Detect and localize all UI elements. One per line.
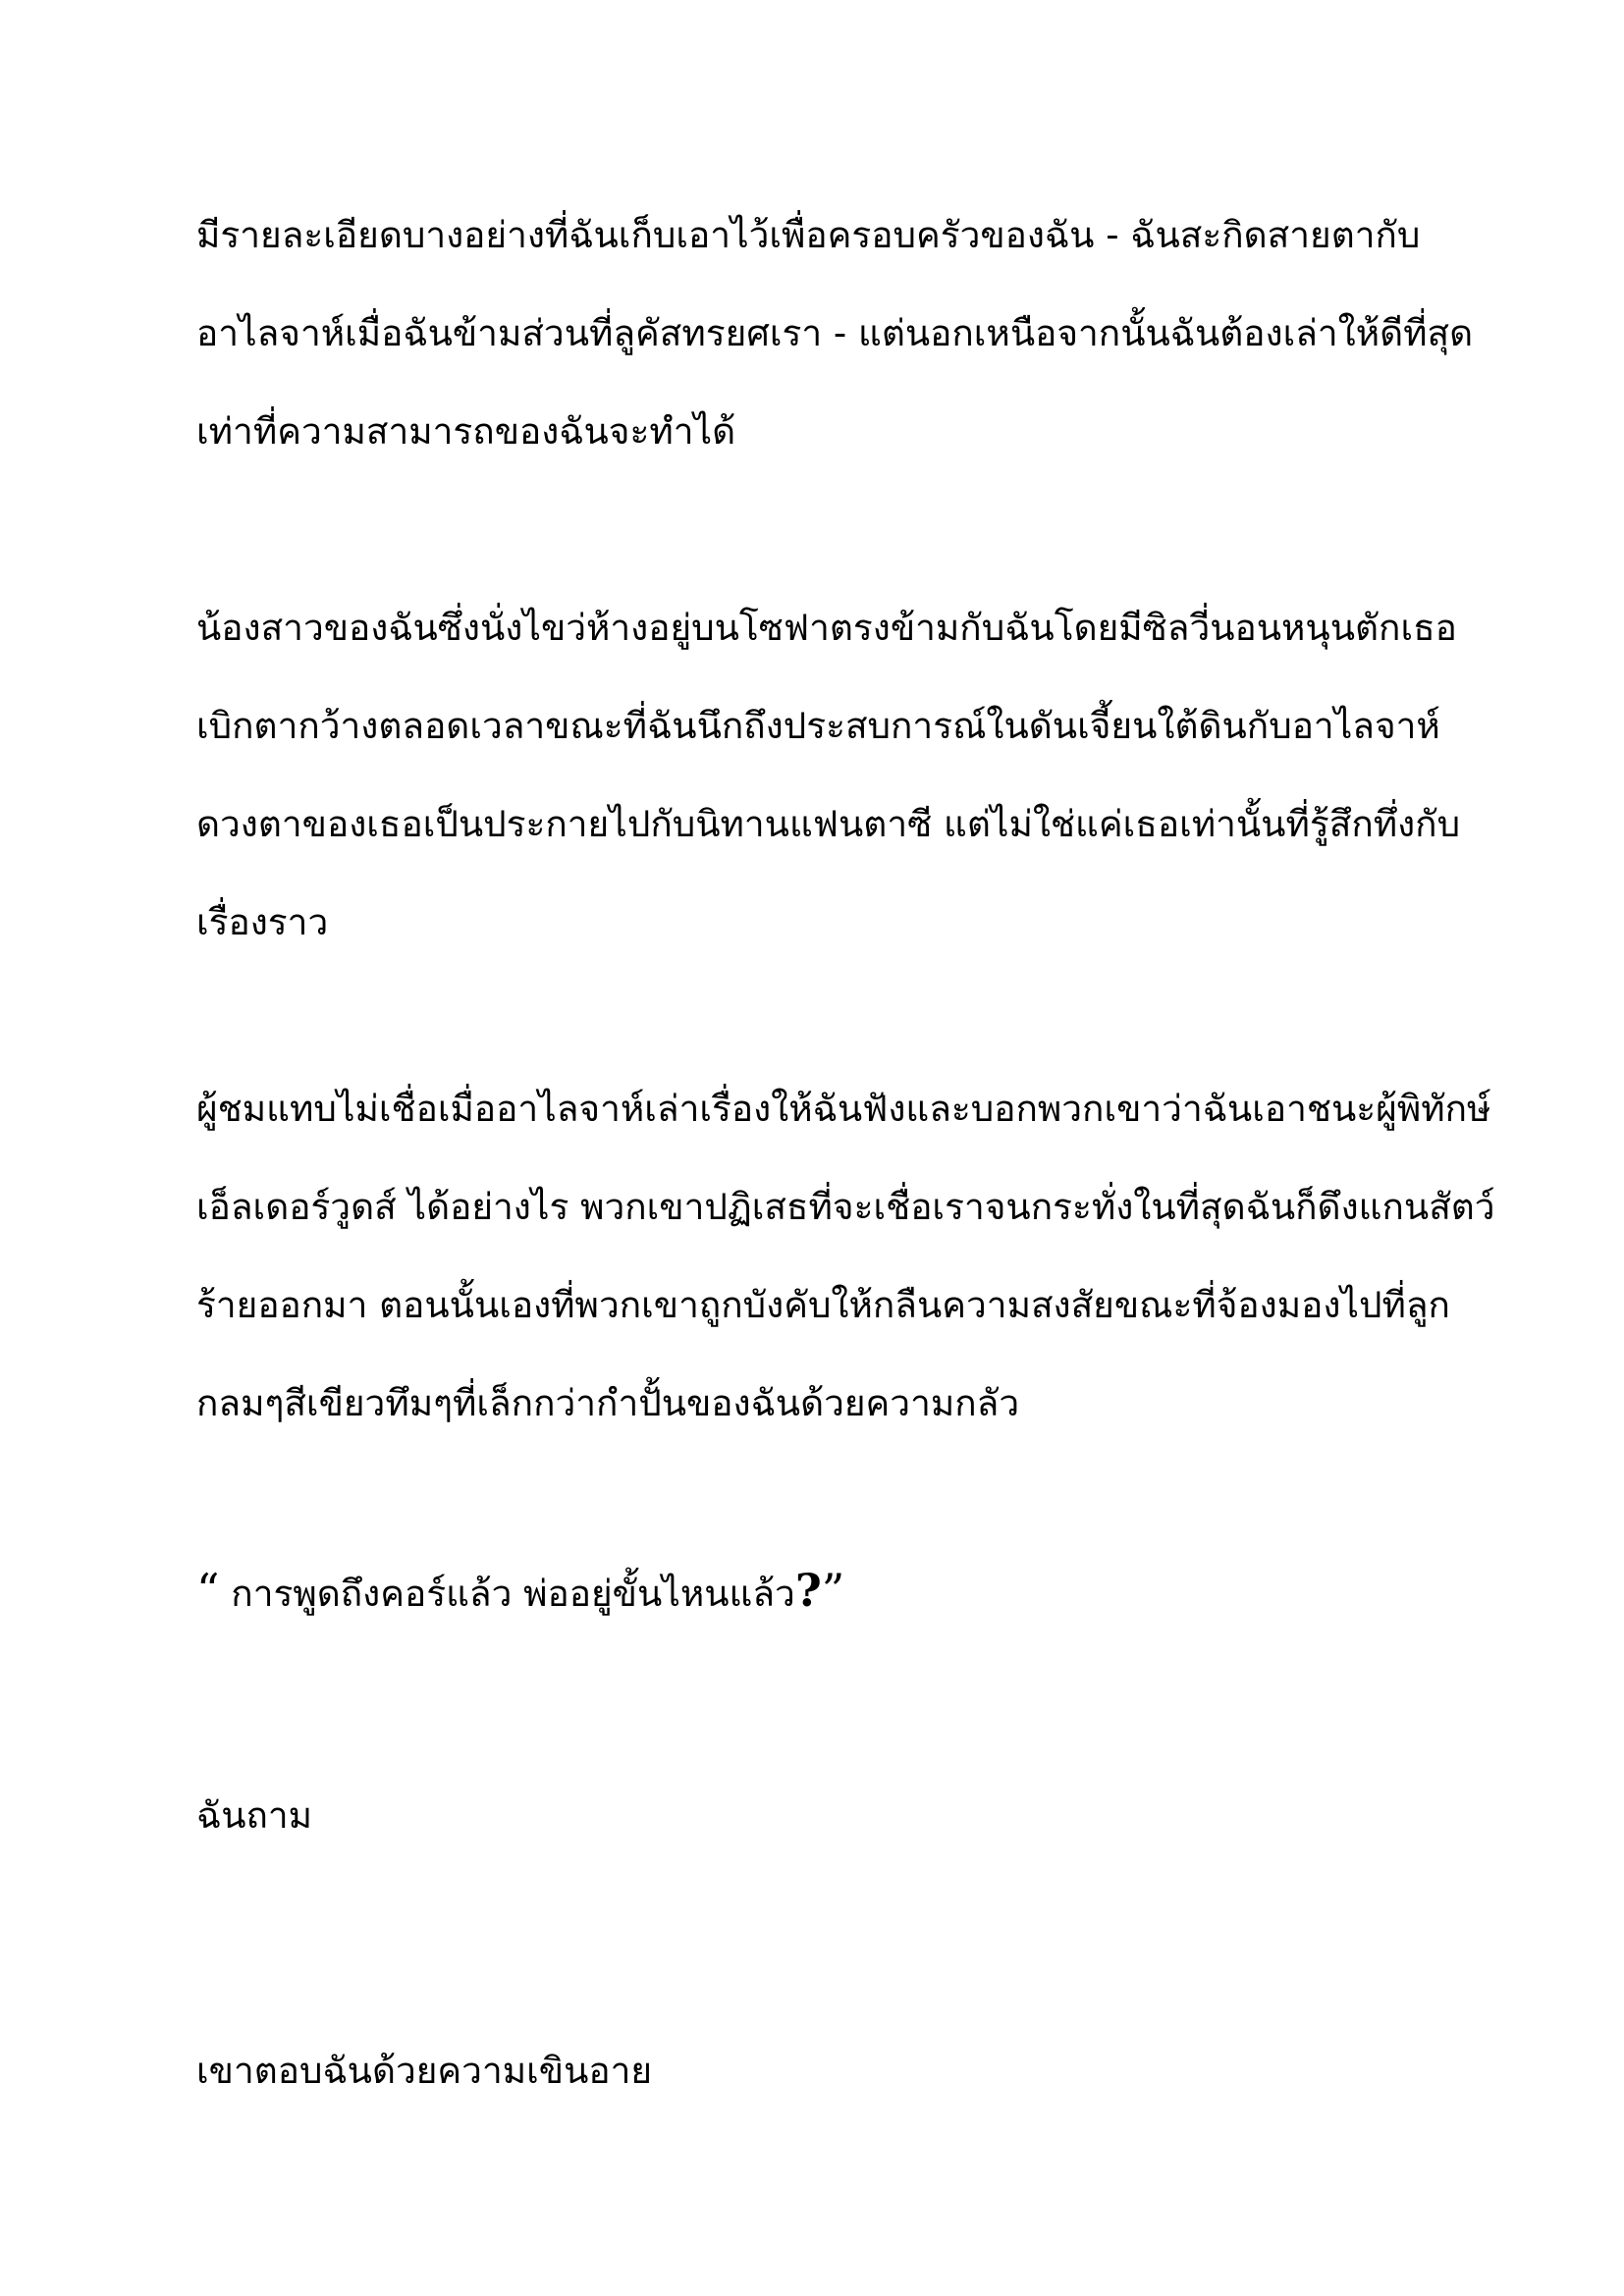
question-mark: ? <box>794 1564 822 1617</box>
asked-line <box>196 1767 1463 1865</box>
answer-line <box>196 2022 1463 2120</box>
paragraph-2-line-3: ดวงตาของเธอเป็นประกายไปกับนิทานแฟนตาซี แต่ไม่ใช่แค่เธอเท่านั้นที่รู้สึกทึ่งกับ <box>196 803 1461 845</box>
paragraph-2-line-4: เรื่องราว <box>196 901 329 943</box>
paragraph-3-line-1: ผู้ชมแทบไม่เชื่อเมื่ออาไลจาห์เล่าเรื่องให้ฉันฟังและบอกพวกเขาว่าฉันเอาชนะผู้พิทักษ์ <box>196 1088 1491 1130</box>
paragraph-1-line-1: มีรายละเอียดบางอย่างที่ฉันเก็บเอาไว้เพื่อครอบครัวของฉัน - ฉันสะกิดสายตากับ <box>196 214 1421 256</box>
open-quote-mark: “ <box>196 1564 220 1617</box>
paragraph-2-line-1: น้องสาวของฉันซึ่งนั่งไขว่ห้างอยู่บนโซฟาตรงข้ามกับฉันโดยมีซิลวี่นอนหนุนตักเธอ <box>196 607 1457 649</box>
dialogue-quote-line <box>196 1541 1463 1639</box>
dialogue-quote <box>196 1541 1463 1639</box>
answer-text: เขาตอบฉันด้วยความเขินอาย <box>196 2050 653 2092</box>
paragraph-1 <box>196 187 1474 481</box>
paragraph-3-line-2: เอ็ลเดอร์วูดส์ ได้อย่างไร พวกเขาปฏิเสธที่จะเชื่อเราจนกระทั่งในที่สุดฉันก็ดึงแกนสัตว์ <box>196 1186 1495 1228</box>
paragraph-2 <box>196 579 1463 972</box>
asked-text: ฉันถาม <box>196 1794 313 1837</box>
paragraph-1-line-3: เท่าที่ความสามารถของฉันจะทำได้ <box>196 410 736 453</box>
close-quote-mark: ” <box>821 1564 845 1617</box>
quote-text: การพูดถึงคอร์แล้ว พ่ออยู่ขั้นไหนแล้ว <box>219 1573 795 1615</box>
paragraph-2-line-2: เบิกตากว้างตลอดเวลาขณะที่ฉันนึกถึงประสบการณ์ในดันเจี้ยนใต้ดินกับอาไลจาห์ <box>196 705 1440 747</box>
paragraph-1-line-2: อาไลจาห์เมื่อฉันข้ามส่วนที่ลูคัสทรยศเรา - แต่นอกเหนือจากนั้นฉันต้องเล่าให้ดีที่สุด <box>196 312 1474 354</box>
paragraph-3-line-4: กลมๆสีเขียวทึมๆที่เล็กกว่ากำปั้นของฉันด้วยความกลัว <box>196 1382 1020 1424</box>
paragraph-3 <box>196 1060 1495 1453</box>
paragraph-3-line-3: ร้ายออกมา ตอนนั้นเองที่พวกเขาถูกบังคับให้กลืนความสงสัยขณะที่จ้องมองไปที่ลูก <box>196 1284 1450 1326</box>
